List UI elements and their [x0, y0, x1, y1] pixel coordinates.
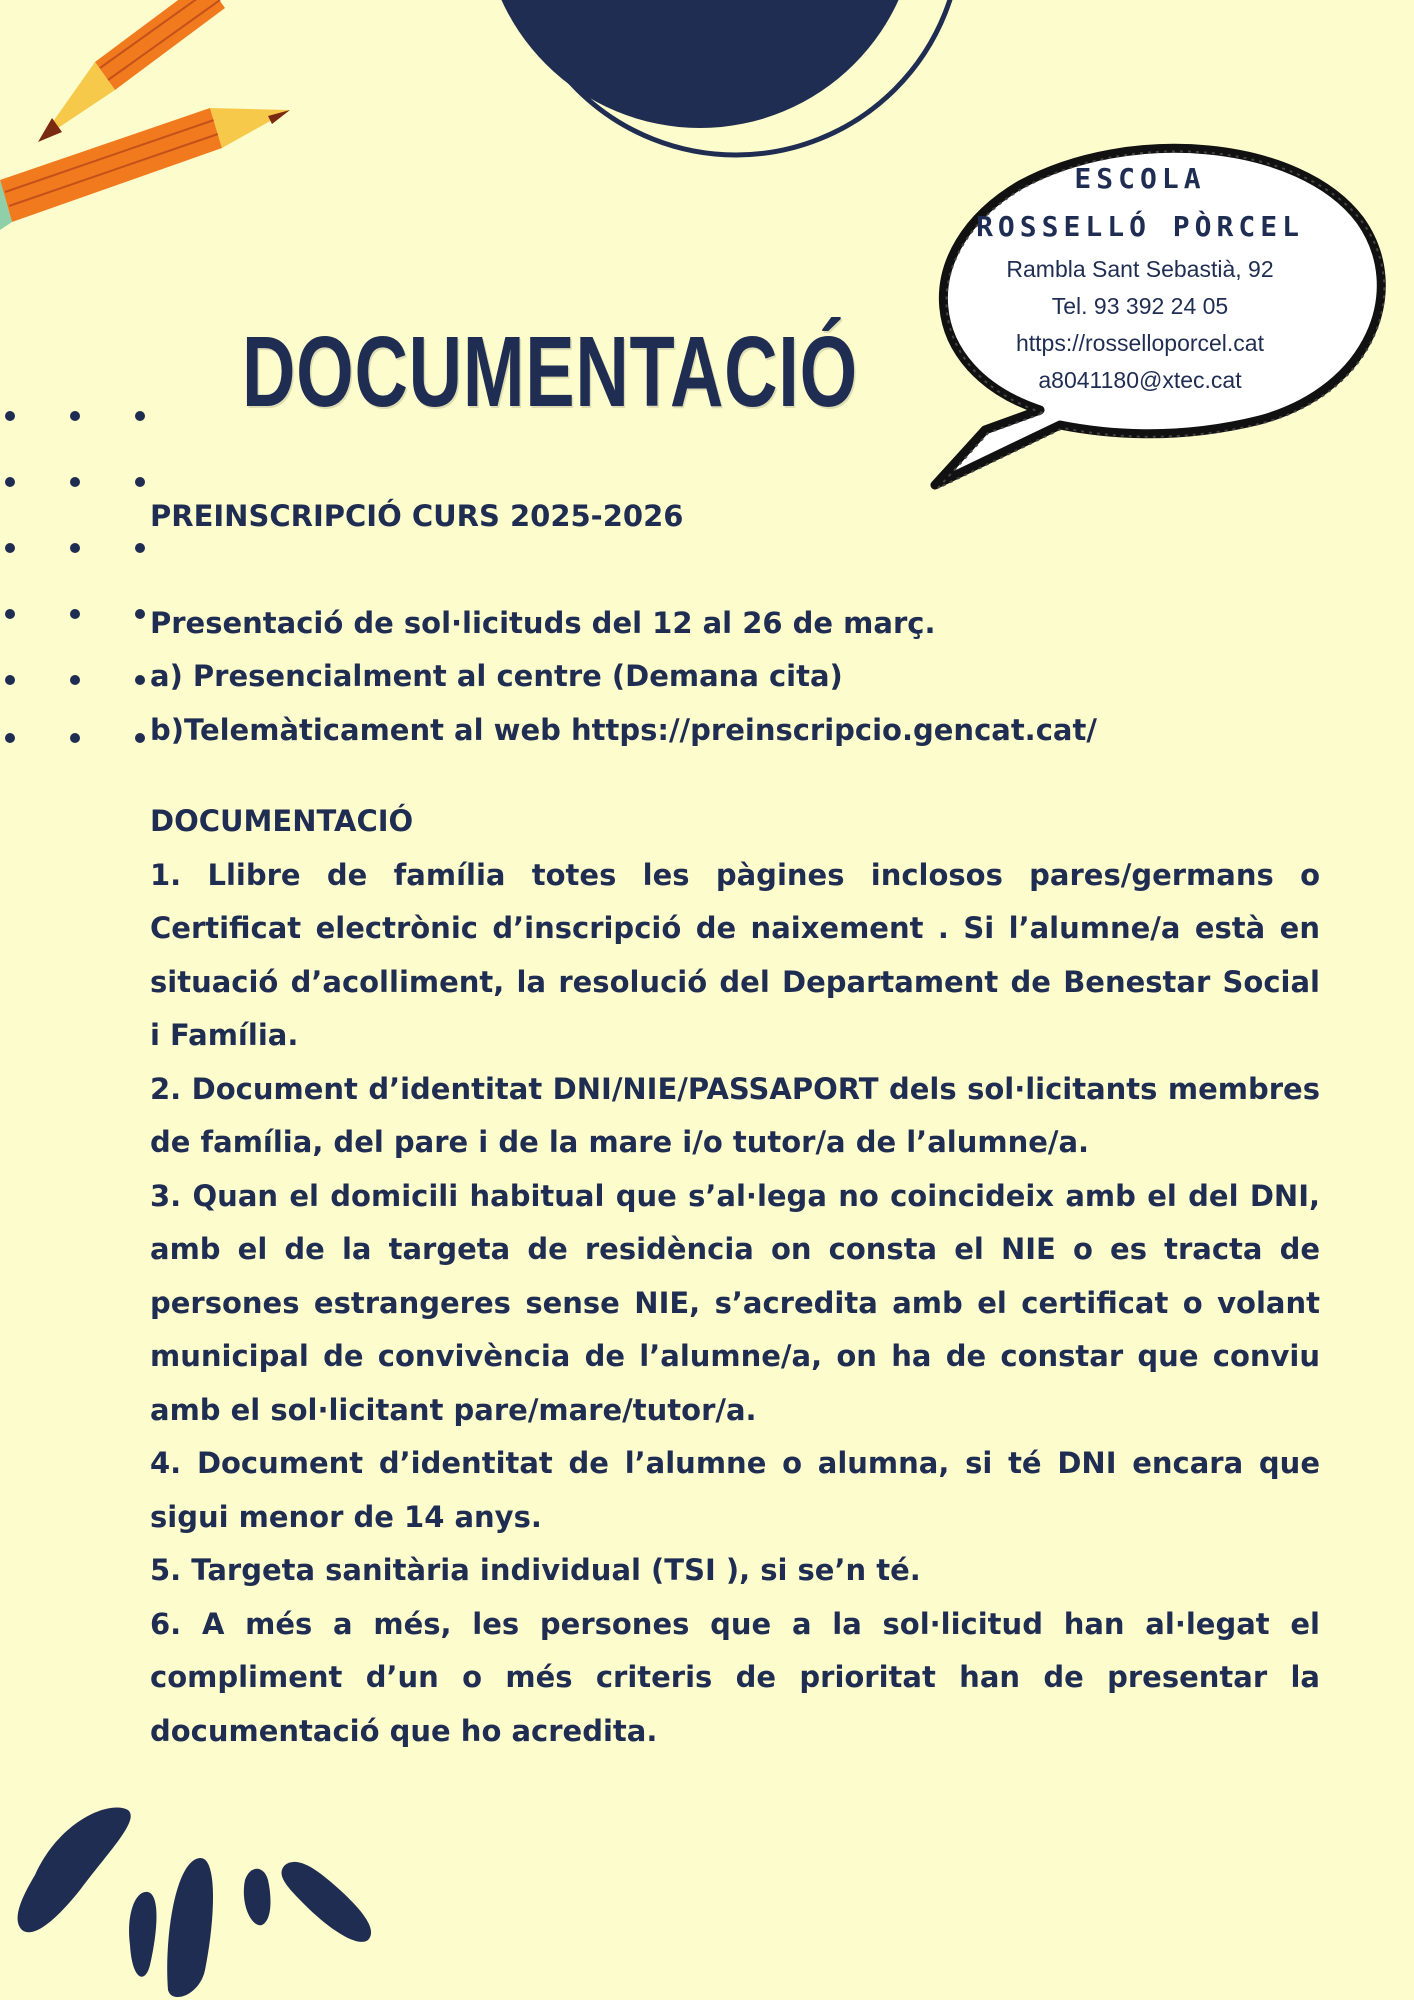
- page-title: DOCUMENTACIÓ: [242, 316, 858, 428]
- preinscription-heading: PREINSCRIPCIÓ CURS 2025-2026: [150, 499, 684, 533]
- school-name-line1: ESCOLA: [1074, 162, 1206, 195]
- dots-grid-decoration: [0, 400, 160, 760]
- documentation-item-1: 1. Llibre de família totes les pàgines inclosos pares/germans o Certificat electrònic d’inscripció de naixement . Si l’alumne/a està en situació d’acolliment, la resolució del Departament de Benestar Social i Família.: [150, 857, 1320, 1052]
- school-website[interactable]: https://rosselloporcel.cat: [1015, 330, 1264, 356]
- preinscription-option-a: a) Presencialment al centre (Demana cita): [150, 659, 843, 693]
- school-address: Rambla Sant Sebastià, 92: [1006, 256, 1274, 282]
- documentation-item-3: 3. Quan el domicili habitual que s’al·lega no coincideix amb el del DNI, amb el de la targeta de residència on consta el NIE o es tracta de persones estrangeres sense NIE, s’acredita amb el certificat o volant municipal de convivència de l’alumne/a, on ha de constar que conviu amb el sol·licitant pare/mare/tutor/a.: [150, 1178, 1320, 1427]
- school-phone[interactable]: Tel. 93 392 24 05: [1051, 293, 1229, 319]
- school-info: [940, 155, 1340, 399]
- pencil-lower: [0, 108, 290, 230]
- school-email[interactable]: a8041180@xtec.cat: [1038, 367, 1242, 393]
- documentation-item-5: 5. Targeta sanitària individual (TSI ), si se’n té.: [150, 1553, 921, 1587]
- documentation-item-4: 4. Document d’identitat de l’alumne o alumna, si té DNI encara que sigui menor de 14 anys.: [150, 1446, 1320, 1534]
- preinscription-dates: Presentació de sol·licituds del 12 al 26 de març.: [150, 605, 936, 640]
- school-name-line2: ROSSELLÓ PÒRCEL: [976, 210, 1304, 243]
- brush-strokes-decoration: [0, 1780, 400, 2000]
- documentation-item-6: 6. A més a més, les persones que a la sol·licitud han al·legat el compliment d’un o més criteris de prioritat han de presentar la documentació que ho acredita.: [150, 1606, 1320, 1748]
- preinscription-option-b: b)Telemàticament al web https://preinscripcio.gencat.cat/: [150, 712, 1097, 747]
- documentation-heading: DOCUMENTACIÓ: [150, 804, 414, 838]
- pencils-illustration: [0, 0, 300, 250]
- documentation-item-2: 2. Document d’identitat DNI/NIE/PASSAPORT dels sol·licitants membres de família, del pare i de la mare i/o tutor/a de l’alumne/a.: [150, 1071, 1320, 1159]
- main-content: [150, 490, 1320, 1758]
